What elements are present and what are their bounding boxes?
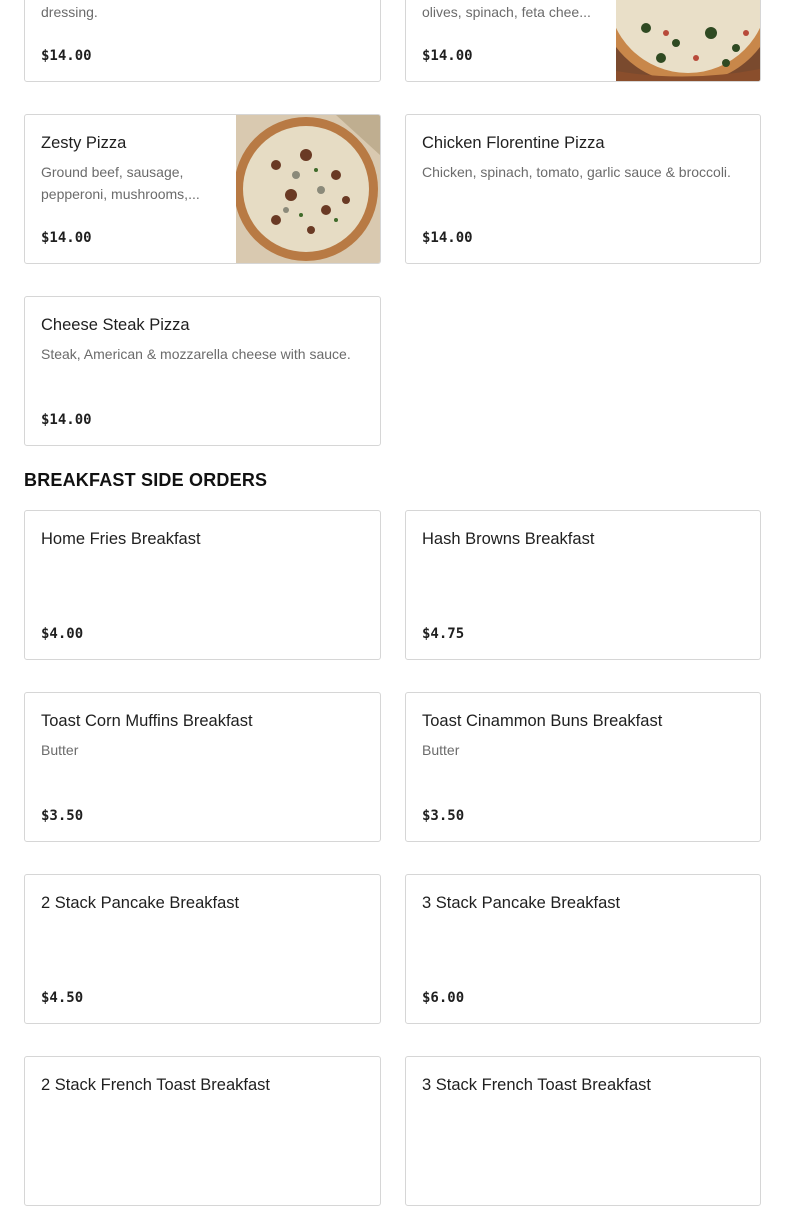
item-price: $3.50 bbox=[41, 808, 84, 824]
item-name: Chicken Florentine Pizza bbox=[422, 134, 605, 152]
item-description: Butter bbox=[422, 742, 460, 758]
item-price: $4.00 bbox=[41, 626, 84, 642]
menu-item-card[interactable] bbox=[24, 874, 381, 1024]
menu-item-card[interactable] bbox=[405, 874, 761, 1024]
item-price: $14.00 bbox=[41, 412, 92, 428]
item-price: $14.00 bbox=[41, 230, 92, 246]
item-price: $14.00 bbox=[41, 48, 92, 64]
item-price: $4.75 bbox=[422, 626, 465, 642]
item-description: Ground beef, sausage, pepperoni, mushrooms,... bbox=[41, 164, 200, 202]
item-description: Butter bbox=[41, 742, 79, 758]
menu-item-card[interactable] bbox=[24, 296, 381, 446]
item-name: Toast Corn Muffins Breakfast bbox=[41, 712, 253, 730]
item-price: $6.00 bbox=[422, 990, 465, 1006]
menu-item-card[interactable] bbox=[405, 510, 761, 660]
item-name: Toast Cinammon Buns Breakfast bbox=[422, 712, 663, 730]
menu-item-card[interactable] bbox=[24, 510, 381, 660]
item-name: Home Fries Breakfast bbox=[41, 530, 201, 548]
item-name: 3 Stack Pancake Breakfast bbox=[422, 894, 621, 912]
item-price: $4.50 bbox=[41, 990, 84, 1006]
item-price: $14.00 bbox=[422, 48, 473, 64]
item-name: 2 Stack French Toast Breakfast bbox=[41, 1076, 270, 1094]
item-description: olives, spinach, feta chee... bbox=[422, 4, 591, 20]
menu-item-card[interactable] bbox=[24, 0, 381, 82]
item-name: Cheese Steak Pizza bbox=[41, 316, 190, 334]
pizza-photo bbox=[236, 115, 380, 263]
item-name: Hash Browns Breakfast bbox=[422, 530, 595, 548]
item-price: $3.50 bbox=[422, 808, 465, 824]
item-name: 3 Stack French Toast Breakfast bbox=[422, 1076, 651, 1094]
item-description: Chicken, spinach, tomato, garlic sauce & broccoli. bbox=[422, 164, 731, 180]
menu-item-card[interactable] bbox=[405, 1056, 761, 1206]
section-heading: BREAKFAST SIDE ORDERS bbox=[24, 470, 268, 490]
item-name: 2 Stack Pancake Breakfast bbox=[41, 894, 240, 912]
menu-item-card[interactable] bbox=[405, 114, 761, 264]
menu-item-card[interactable] bbox=[24, 1056, 381, 1206]
menu-item-card[interactable] bbox=[405, 0, 761, 82]
menu-item-card[interactable] bbox=[24, 692, 381, 842]
item-price: $14.00 bbox=[422, 230, 473, 246]
menu-item-card[interactable] bbox=[405, 692, 761, 842]
pizza-photo bbox=[616, 0, 760, 81]
item-name: Zesty Pizza bbox=[41, 134, 127, 152]
menu-item-card[interactable] bbox=[24, 114, 381, 264]
item-description: dressing. bbox=[41, 4, 98, 20]
item-description: Steak, American & mozzarella cheese with sauce. bbox=[41, 346, 351, 362]
